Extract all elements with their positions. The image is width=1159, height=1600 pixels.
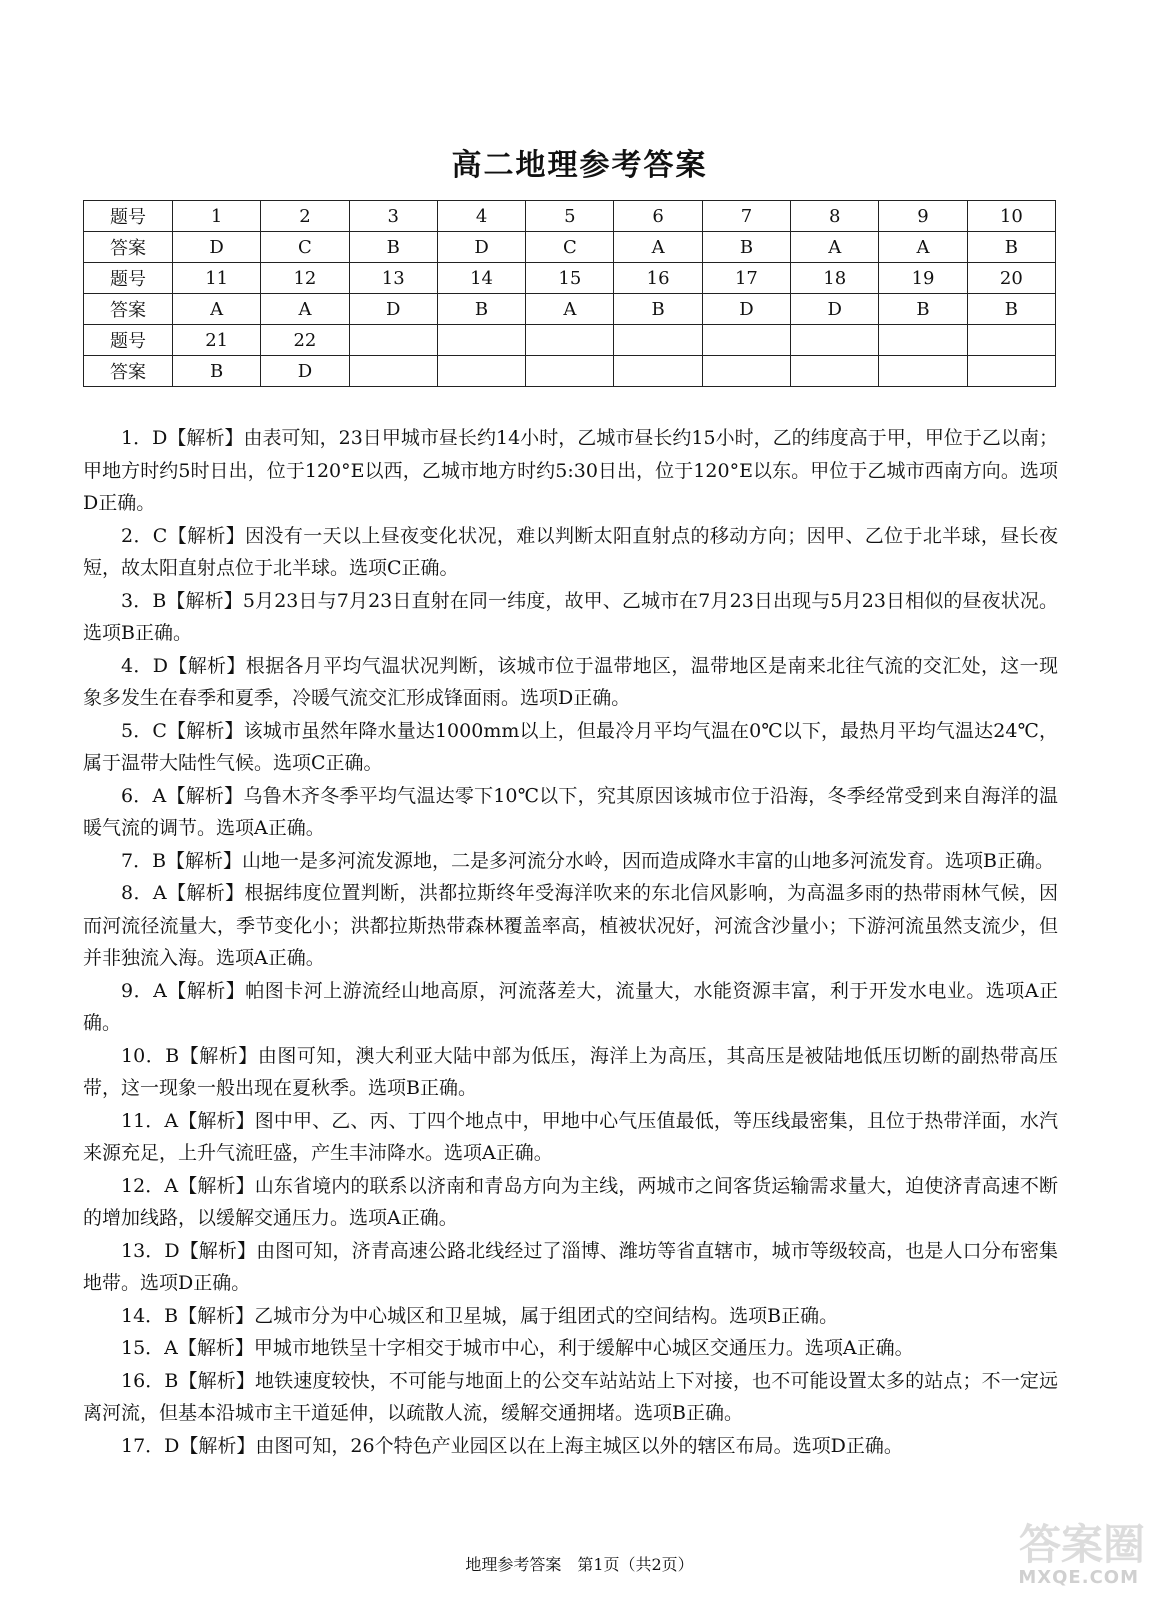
- explanation-item: 16．B【解析】地铁速度较快，不可能与地面上的公交车站站站上下对接，也不可能设置太多的站点；不一定远离河流，但基本沿城市主干道延伸，以疏散人流，缓解交通拥堵。选项B正确。: [83, 1369, 1058, 1424]
- table-cell: [791, 356, 879, 387]
- table-cell: [702, 356, 790, 387]
- table-cell: 19: [879, 263, 967, 294]
- table-cell: 3: [349, 201, 437, 232]
- table-cell: 1: [173, 201, 261, 232]
- table-cell: 18: [791, 263, 879, 294]
- explanation-item: 17．D【解析】由图可知，26个特色产业园区以在上海主城区以外的辖区布局。选项D正确。: [121, 1434, 903, 1457]
- table-cell: [614, 356, 702, 387]
- table-cell: C: [261, 232, 349, 263]
- table-cell: [526, 325, 614, 356]
- explanation-item: 3．B【解析】5月23日与7月23日直射在同一纬度，故甲、乙城市在7月23日出现与5月23日相似的昼夜状况。选项B正确。: [83, 589, 1058, 644]
- table-cell: 6: [614, 201, 702, 232]
- page-footer: 地理参考答案 第1页（共2页）: [465, 1555, 694, 1574]
- table-cell: B: [702, 232, 790, 263]
- table-cell: [702, 325, 790, 356]
- table-cell: A: [261, 294, 349, 325]
- table-cell: B: [437, 294, 525, 325]
- watermark-sub: MXQE.COM: [1018, 1567, 1139, 1588]
- row-label: 题号: [84, 201, 173, 232]
- table-cell: 4: [437, 201, 525, 232]
- explanation-item: 7．B【解析】山地一是多河流发源地，二是多河流分水岭，因而造成降水丰富的山地多河流发育。选项B正确。: [121, 849, 1055, 872]
- table-cell: [349, 325, 437, 356]
- row-label: 答案: [84, 294, 173, 325]
- table-cell: 8: [791, 201, 879, 232]
- table-cell: 12: [261, 263, 349, 294]
- table-cell: 5: [526, 201, 614, 232]
- table-row: [84, 263, 1056, 294]
- table-cell: [526, 356, 614, 387]
- table-cell: [791, 325, 879, 356]
- table-cell: 22: [261, 325, 349, 356]
- table-cell: 21: [173, 325, 261, 356]
- explanation-item: 11．A【解析】图中甲、乙、丙、丁四个地点中，甲地中心气压值最低，等压线最密集，且位于热带洋面，水汽来源充足，上升气流旺盛，产生丰沛降水。选项A正确。: [83, 1109, 1058, 1164]
- table-cell: 11: [173, 263, 261, 294]
- table-cell: 16: [614, 263, 702, 294]
- table-cell: B: [349, 232, 437, 263]
- table-cell: 7: [702, 201, 790, 232]
- table-cell: 10: [967, 201, 1055, 232]
- table-row: [84, 201, 1056, 232]
- watermark-main: 答案圈: [1018, 1520, 1145, 1569]
- explanation-item: 5．C【解析】该城市虽然年降水量达1000mm以上，但最冷月平均气温在0℃以下，最热月平均气温达24℃，属于温带大陆性气候。选项C正确。: [83, 719, 1058, 774]
- table-cell: D: [349, 294, 437, 325]
- table-cell: [879, 356, 967, 387]
- table-cell: B: [967, 232, 1055, 263]
- table-cell: C: [526, 232, 614, 263]
- table-row: [84, 325, 1056, 356]
- explanation-item: 12．A【解析】山东省境内的联系以济南和青岛方向为主线，两城市之间客货运输需求量大，迫使济青高速不断的增加线路，以缓解交通压力。选项A正确。: [83, 1174, 1058, 1229]
- explanation-item: 8．A【解析】根据纬度位置判断，洪都拉斯终年受海洋吹来的东北信风影响，为高温多雨的热带雨林气候，因而河流径流量大，季节变化小；洪都拉斯热带森林覆盖率高，植被状况好，河流含沙量小；下游河流虽然支流少，但并非独流入海。选项A正确。: [83, 882, 1058, 969]
- table-cell: 2: [261, 201, 349, 232]
- row-label: 题号: [84, 263, 173, 294]
- table-cell: D: [437, 232, 525, 263]
- table-cell: A: [173, 294, 261, 325]
- row-label: 答案: [84, 356, 173, 387]
- table-row: [84, 356, 1056, 387]
- explanation-item: 2．C【解析】因没有一天以上昼夜变化状况，难以判断太阳直射点的移动方向；因甲、乙位于北半球，昼长夜短，故太阳直射点位于北半球。选项C正确。: [83, 524, 1058, 579]
- table-cell: [967, 325, 1055, 356]
- table-cell: 9: [879, 201, 967, 232]
- row-label: 答案: [84, 232, 173, 263]
- answer-table: [83, 200, 1056, 387]
- explanation-item: 1．D【解析】由表可知，23日甲城市昼长约14小时，乙城市昼长约15小时，乙的纬度高于甲，甲位于乙以南；甲地方时约5时日出，位于120°E以西，乙城市地方时约5:30日出，位于120°E以东。甲位于乙城市西南方向。选项D正确。: [83, 427, 1058, 514]
- table-cell: D: [173, 232, 261, 263]
- table-cell: B: [879, 294, 967, 325]
- explanation-item: 4．D【解析】根据各月平均气温状况判断，该城市位于温带地区，温带地区是南来北往气流的交汇处，这一现象多发生在春季和夏季，冷暖气流交汇形成锋面雨。选项D正确。: [83, 654, 1058, 709]
- table-row: [84, 294, 1056, 325]
- explanation-item: 13．D【解析】由图可知，济青高速公路北线经过了淄博、潍坊等省直辖市，城市等级较高，也是人口分布密集地带。选项D正确。: [83, 1239, 1058, 1294]
- row-label: 题号: [84, 325, 173, 356]
- table-cell: [437, 356, 525, 387]
- table-cell: A: [879, 232, 967, 263]
- table-cell: 14: [437, 263, 525, 294]
- explanation-item: 10．B【解析】由图可知，澳大利亚大陆中部为低压，海洋上为高压，其高压是被陆地低压切断的副热带高压带，这一现象一般出现在夏秋季。选项B正确。: [83, 1044, 1058, 1099]
- table-cell: A: [526, 294, 614, 325]
- table-cell: [967, 356, 1055, 387]
- table-cell: D: [261, 356, 349, 387]
- table-cell: 15: [526, 263, 614, 294]
- table-cell: B: [614, 294, 702, 325]
- explanation-item: 15．A【解析】甲城市地铁呈十字相交于城市中心，利于缓解中心城区交通压力。选项A正确。: [121, 1337, 914, 1359]
- explanations-section: [83, 422, 1058, 1462]
- table-cell: D: [702, 294, 790, 325]
- explanation-item: 6．A【解析】乌鲁木齐冬季平均气温达零下10℃以下，究其原因该城市位于沿海，冬季经常受到来自海洋的温暖气流的调节。选项A正确。: [83, 784, 1058, 839]
- table-cell: [437, 325, 525, 356]
- table-cell: A: [614, 232, 702, 263]
- table-cell: 17: [702, 263, 790, 294]
- table-cell: B: [173, 356, 261, 387]
- table-cell: A: [791, 232, 879, 263]
- table-cell: D: [791, 294, 879, 325]
- table-cell: 13: [349, 263, 437, 294]
- table-cell: B: [967, 294, 1055, 325]
- watermark-logo: [975, 1512, 1145, 1590]
- explanation-item: 14．B【解析】乙城市分为中心城区和卫星城，属于组团式的空间结构。选项B正确。: [121, 1304, 839, 1327]
- table-cell: [349, 356, 437, 387]
- table-cell: [879, 325, 967, 356]
- table-cell: [614, 325, 702, 356]
- table-cell: 20: [967, 263, 1055, 294]
- page-title: 高二地理参考答案: [451, 148, 708, 183]
- explanation-item: 9．A【解析】帕图卡河上游流经山地高原，河流落差大，流量大，水能资源丰富，利于开发水电业。选项A正确。: [83, 979, 1058, 1034]
- table-row: [84, 232, 1056, 263]
